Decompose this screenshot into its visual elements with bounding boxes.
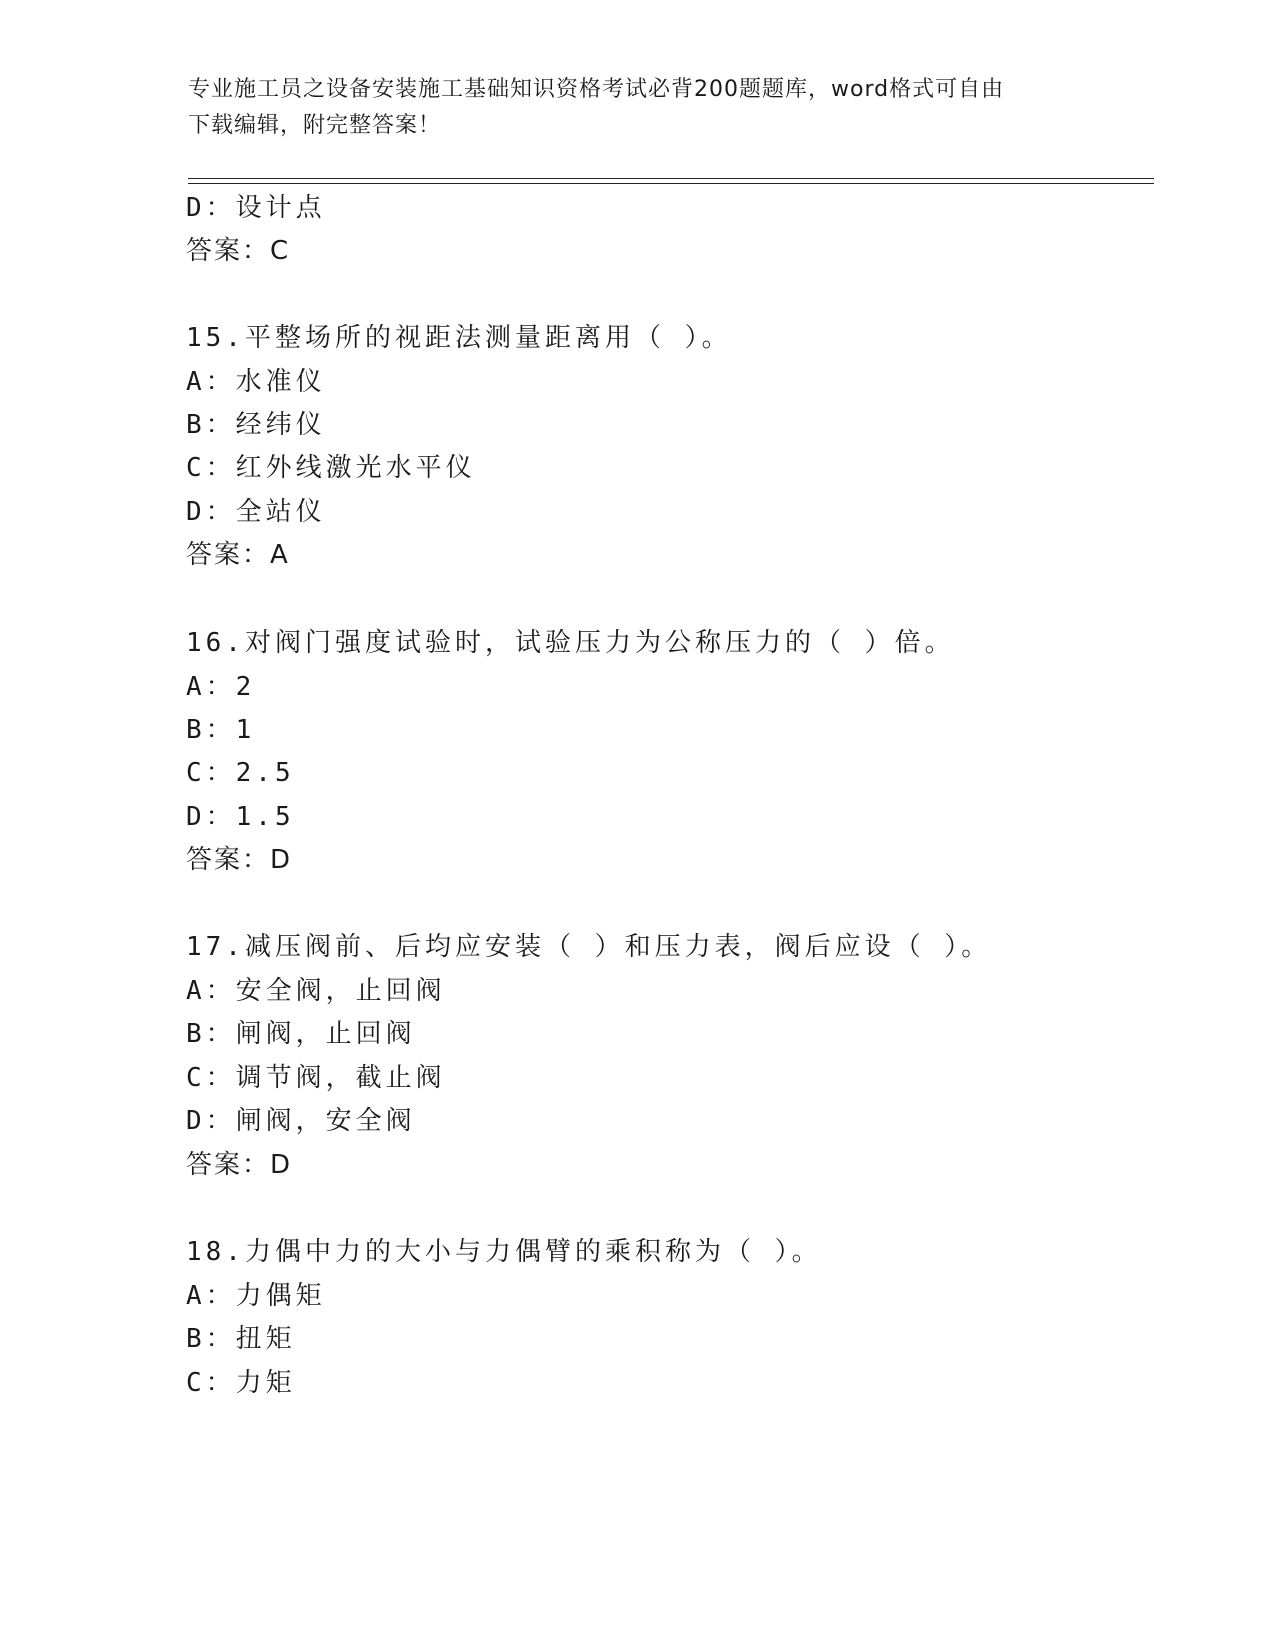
q17-stem: 17.减压阀前、后均应安装（ ）和压力表，阀后应设（ ）。 xyxy=(186,932,992,962)
q15-option-d: D：全站仪 xyxy=(186,497,326,527)
q17-answer: 答案：D xyxy=(186,1150,293,1180)
q15-answer: 答案：A xyxy=(186,540,290,570)
q15-option-a: A：水准仪 xyxy=(186,367,326,397)
q16-answer: 答案：D xyxy=(186,845,293,875)
q16-option-a: A：2 xyxy=(186,672,256,702)
header-divider-top xyxy=(188,178,1154,179)
q18-option-b: B：扭矩 xyxy=(186,1324,296,1354)
q15-option-b: B：经纬仪 xyxy=(186,410,326,440)
q16-option-b: B：1 xyxy=(186,715,256,745)
header-line-2: 下载编辑，附完整答案！ xyxy=(188,113,442,138)
q17-option-c: C：调节阀，截止阀 xyxy=(186,1063,446,1093)
q15-option-c: C：红外线激光水平仪 xyxy=(186,453,476,483)
q18-option-c: C：力矩 xyxy=(186,1368,296,1398)
q16-option-c: C：2.5 xyxy=(186,758,295,788)
q18-stem: 18.力偶中力的大小与力偶臂的乘积称为（ ）。 xyxy=(186,1237,822,1267)
document-header xyxy=(188,72,1068,144)
q17-option-b: B：闸阀，止回阀 xyxy=(186,1019,416,1049)
q15-stem: 15.平整场所的视距法测量距离用（ ）。 xyxy=(186,323,732,353)
q18-option-a: A：力偶矩 xyxy=(186,1281,326,1311)
header-divider-bottom xyxy=(188,183,1154,184)
q17-option-d: D：闸阀，安全阀 xyxy=(186,1106,416,1136)
header-line-1: 专业施工员之设备安装施工基础知识资格考试必背200题题库，word格式可自由 xyxy=(188,77,1005,102)
prev-option-d: D：设计点 xyxy=(186,193,326,223)
q16-option-d: D：1.5 xyxy=(186,802,295,832)
prev-answer: 答案：C xyxy=(186,236,291,266)
q17-option-a: A：安全阀，止回阀 xyxy=(186,976,446,1006)
q16-stem: 16.对阀门强度试验时，试验压力为公称压力的（ ）倍。 xyxy=(186,628,955,658)
